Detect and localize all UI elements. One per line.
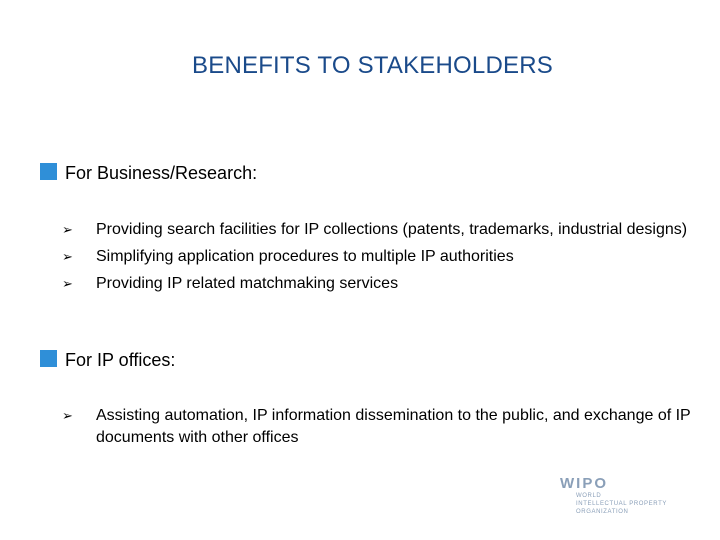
bullet-text: Providing search facilities for IP collections (patents, trademarks, industrial designs) <box>96 221 688 238</box>
bullet-list-business <box>62 219 702 300</box>
list-item <box>62 273 702 295</box>
logo-line: WORLD <box>576 493 602 499</box>
logo-line: INTELLECTUAL PROPERTY <box>576 501 667 507</box>
bullet-list-ip-offices <box>62 405 702 454</box>
section-label: For Business/Research: <box>65 163 258 183</box>
bullet-text: Simplifying application procedures to multiple IP authorities <box>96 248 514 265</box>
blue-square-icon <box>40 350 57 367</box>
bullet-text: Providing IP related matchmaking services <box>96 275 399 292</box>
section-label: For IP offices: <box>65 350 176 370</box>
blue-square-icon <box>40 163 57 180</box>
list-item <box>62 219 702 241</box>
list-item <box>62 405 702 449</box>
wipo-logo <box>560 476 710 516</box>
list-item <box>62 246 702 268</box>
arrow-bullet-icon: ➢ <box>62 249 73 264</box>
section-heading-ip-offices <box>40 350 175 371</box>
arrow-bullet-icon: ➢ <box>62 222 73 237</box>
arrow-bullet-icon: ➢ <box>62 276 73 291</box>
bullet-text: Assisting automation, IP information dissemination to the public, and exchange of IP documents with other offices <box>96 407 691 446</box>
logo-mark: WIPO <box>560 475 608 492</box>
slide-title: BENEFITS TO STAKEHOLDERS <box>192 52 553 79</box>
section-heading-business <box>40 163 257 184</box>
arrow-bullet-icon: ➢ <box>62 408 73 423</box>
logo-line: ORGANIZATION <box>576 509 629 515</box>
